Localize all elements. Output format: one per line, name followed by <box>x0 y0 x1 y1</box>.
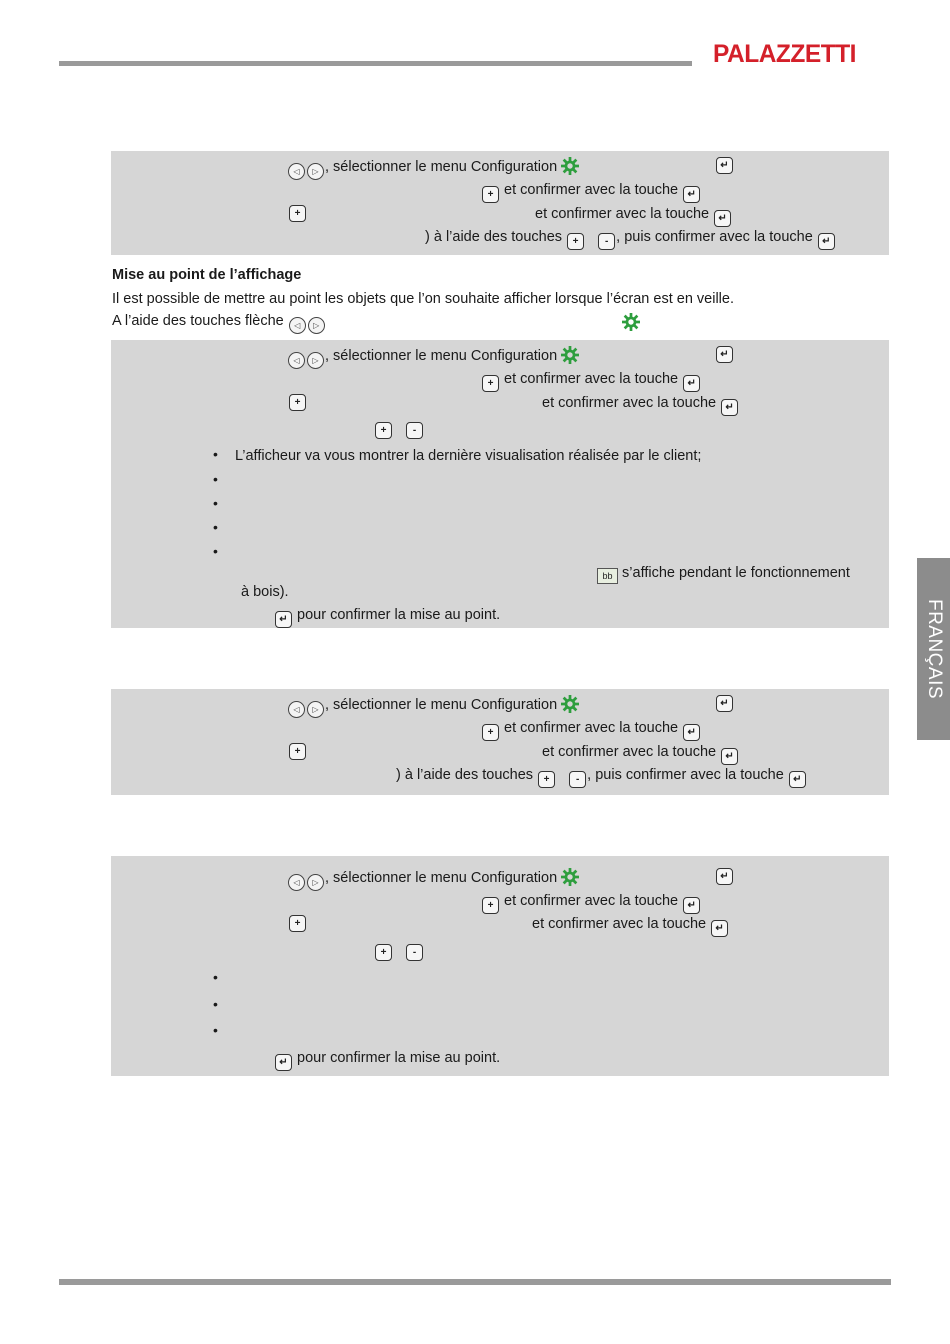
bullet-text: L’afficheur va vous montrer la dernière visualisation réalisée par le client; <box>235 448 702 464</box>
box4-confirm <box>274 1049 500 1071</box>
right-arrow-icon: ▷ <box>307 701 324 718</box>
bullet: • <box>213 969 218 985</box>
enter-key-icon: ↵ <box>716 346 733 363</box>
box1-line4 <box>425 228 836 250</box>
enter-key-icon: ↵ <box>716 695 733 712</box>
select-menu-text: , sélectionner le menu Configuration <box>325 697 558 713</box>
box2-line1 <box>287 346 579 369</box>
select-menu-text: , sélectionner le menu Configuration <box>325 348 558 364</box>
right-arrow-icon: ▷ <box>307 874 324 891</box>
section-heading: Mise au point de l’affichage <box>112 267 302 283</box>
display-line <box>597 564 850 584</box>
bullet: • <box>213 1022 218 1038</box>
bullet: • <box>213 543 218 559</box>
bullet: • <box>213 446 218 462</box>
box3-line1 <box>287 695 579 718</box>
bullet: • <box>213 519 218 535</box>
plus-key-icon: + <box>289 394 306 411</box>
left-arrow-icon: ◁ <box>288 874 305 891</box>
box2-line2 <box>481 370 701 392</box>
arrow-line-text: A l’aide des touches flèche <box>112 313 284 329</box>
footer-rule <box>59 1279 891 1285</box>
gear-icon <box>561 157 579 175</box>
minus-key-icon: - <box>406 422 423 439</box>
then-confirm-text: , puis confirmer avec la touche <box>616 229 813 245</box>
box2-confirm <box>274 606 500 628</box>
enter-key-icon: ↵ <box>721 748 738 765</box>
enter-key-icon: ↵ <box>683 724 700 741</box>
header-rule <box>59 61 692 66</box>
confirm-text: et confirmer avec la touche <box>542 395 717 411</box>
enter-key-icon: ↵ <box>683 897 700 914</box>
confirm-text: et confirmer avec la touche <box>504 371 679 387</box>
minus-key-icon: - <box>598 233 615 250</box>
plus-key-icon: + <box>482 186 499 203</box>
wood-text: à bois). <box>241 584 289 600</box>
box3-line3 <box>542 743 739 765</box>
confirm-text: et confirmer avec la touche <box>504 182 679 198</box>
right-arrow-icon: ▷ <box>307 352 324 369</box>
box1-line1 <box>287 157 579 180</box>
plus-key-icon: + <box>538 771 555 788</box>
enter-key-icon: ↵ <box>683 186 700 203</box>
enter-key-icon: ↵ <box>789 771 806 788</box>
confirm-text: et confirmer avec la touche <box>532 916 707 932</box>
left-arrow-icon: ◁ <box>288 163 305 180</box>
brand-logo: PALAZZETTI <box>713 40 856 68</box>
box1-line3 <box>535 205 732 227</box>
to-confirm-text: pour confirmer la mise au point. <box>297 1050 501 1066</box>
enter-key-icon: ↵ <box>275 611 292 628</box>
confirm-text: et confirmer avec la touche <box>535 206 710 222</box>
plus-key-icon: + <box>289 205 306 222</box>
box4-line3 <box>532 915 729 937</box>
gear-icon <box>561 695 579 713</box>
box3-line4 <box>396 766 807 788</box>
gear-icon <box>561 346 579 364</box>
using-keys-text: ) à l’aide des touches <box>396 767 534 783</box>
minus-key-icon: - <box>406 944 423 961</box>
then-confirm-text: , puis confirmer avec la touche <box>587 767 784 783</box>
right-arrow-icon: ▷ <box>308 317 325 334</box>
enter-key-icon: ↵ <box>714 210 731 227</box>
bullet: • <box>213 996 218 1012</box>
confirm-text: et confirmer avec la touche <box>504 893 679 909</box>
plus-key-icon: + <box>482 375 499 392</box>
minus-key-icon: - <box>569 771 586 788</box>
using-keys-text: ) à l’aide des touches <box>425 229 563 245</box>
left-arrow-icon: ◁ <box>288 701 305 718</box>
box4-line4 <box>374 939 424 961</box>
plus-key-icon: + <box>482 897 499 914</box>
enter-key-icon: ↵ <box>721 399 738 416</box>
box4-line2 <box>481 892 701 914</box>
plus-key-icon: + <box>375 944 392 961</box>
gear-icon <box>561 868 579 886</box>
language-tab <box>917 558 950 740</box>
left-arrow-icon: ◁ <box>288 352 305 369</box>
enter-key-icon: ↵ <box>711 920 728 937</box>
select-menu-text: , sélectionner le menu Configuration <box>325 870 558 886</box>
plus-key-icon: + <box>375 422 392 439</box>
enter-key-icon: ↵ <box>275 1054 292 1071</box>
display-icon: bb <box>597 568 618 584</box>
to-confirm-text: pour confirmer la mise au point. <box>297 607 501 623</box>
right-arrow-icon: ▷ <box>307 163 324 180</box>
enter-key-icon: ↵ <box>716 157 733 174</box>
select-menu-text: , sélectionner le menu Configuration <box>325 159 558 175</box>
confirm-text: et confirmer avec la touche <box>504 720 679 736</box>
box4-line1 <box>287 868 579 891</box>
plus-key-icon: + <box>567 233 584 250</box>
language-tab-label: FRANÇAIS <box>923 598 945 700</box>
confirm-text: et confirmer avec la touche <box>542 744 717 760</box>
box1-line2 <box>481 181 701 203</box>
bullet: • <box>213 471 218 487</box>
box2-line4 <box>374 417 424 439</box>
bullet: • <box>213 495 218 511</box>
enter-key-icon: ↵ <box>716 868 733 885</box>
display-text: s’affiche pendant le fonctionnement <box>622 565 850 581</box>
plus-key-icon: + <box>482 724 499 741</box>
gear-icon <box>622 313 640 331</box>
plus-key-icon: + <box>289 915 306 932</box>
enter-key-icon: ↵ <box>683 375 700 392</box>
plus-key-icon: + <box>289 743 306 760</box>
arrow-keys-line <box>112 313 326 334</box>
box3-line2 <box>481 719 701 741</box>
enter-key-icon: ↵ <box>818 233 835 250</box>
box2-line3 <box>542 394 739 416</box>
section-paragraph: Il est possible de mettre au point les objets que l’on souhaite afficher lorsque l’écran est en veille. <box>112 291 734 307</box>
left-arrow-icon: ◁ <box>289 317 306 334</box>
